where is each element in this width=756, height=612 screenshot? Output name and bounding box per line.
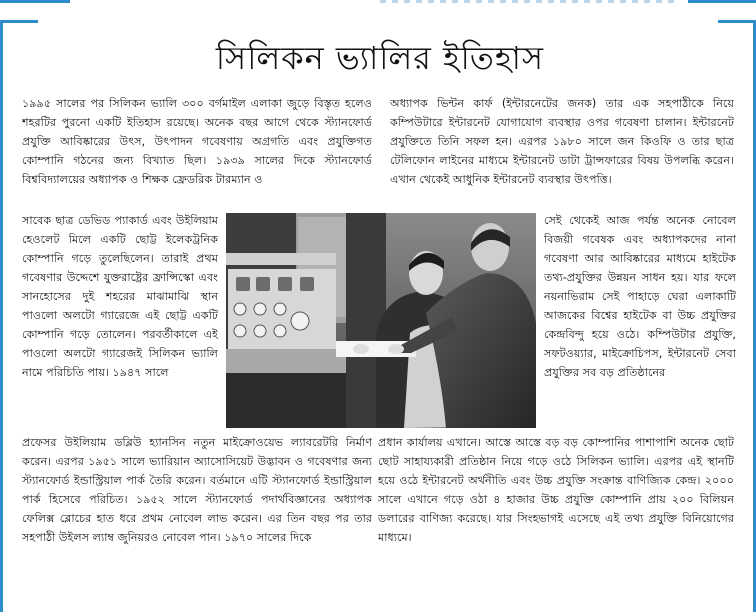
left-bottom-paragraph: প্রফেসর উইলিয়াম ডব্লিউ হ্যানসিন নতুন মাইক্রোওয়েভ ল্যাবরেটরি নির্মাণ করেন। এরপর ১৯৫১ সালে ভ্যারিয়ান অ্যাসোসিয়েট উদ্ভাবন ও গবেষণার জন্য স্ট্যানফোর্ড ইন্ডাস্ট্রিয়াল পার্ক তৈরি করেন। বর্তমানে এটি স্ট্যানফোর্ড ইন্ডাস্ট্রিয়াল পার্ক হিসেবে পরিচিত। ১৯৫২ সালে স্ট্যানফোর্ড পদার্থবিজ্ঞানের অধ্যাপক ফেলিক্স ব্লোচের হাত ধরে প্রথম নোবেল লাভ করেন। এর তিন বছর পর তার সহপাঠী উইলস ল্যাম্ব জুনিয়রও নোবেল পান। ১৯৭০ সালের দিকে xyxy=(22,436,372,544)
right-column-top-text xyxy=(390,94,734,210)
right-top-paragraph: অধ্যাপক ভিন্টন কার্ফ (ইন্টারনেটের জনক) তার এক সহপাঠীকে নিয়ে কম্পিউটারে ইন্টারনেট যোগাযোগ ব্যবস্থার ওপর গবেষণা চালান। ইন্টারনেট প্রযুক্তিতে তিনি সফল হন। এরপর ১৯৮০ সালে জন কিওফি ও তার ছাত্র টেলিফোন লাইনের মাধ্যমে ইন্টারনেট ডাটা ট্রান্সফারের বিষয় উপলব্ধি করেন। এখান থেকেই আধুনিক ইন্টারনেট ব্যবস্থার উৎপত্তি। xyxy=(390,97,734,186)
article-title: সিলিকন ভ্যালির ইতিহাস xyxy=(215,39,545,77)
frame-left-corner xyxy=(0,20,38,23)
historic-lab-photo xyxy=(226,213,536,428)
left-column-wrap-text xyxy=(22,211,218,439)
right-bottom-paragraph: প্রধান কার্যালয় এখানে। আস্তে আস্তে বড় বড় কোম্পানির পাশাপাশি অনেক ছোট ছোট সাহায্যকারী প্রতিষ্ঠান নিয়ে গড়ে ওঠে সিলিকন ভ্যালি। এরপর এই স্থানটি হয়ে ওঠে ইন্টারনেট অর্থনীতি এবং উচ্চ প্রযুক্তি সংক্রান্ত বাণিজ্যিক কেন্দ্র। ২০০০ সালে এখানে গড়ে ওঠা ৪ হাজার উচ্চ প্রযুক্তি কোম্পানি প্রায় ২০০ বিলিয়ন ডলারের বাণিজ্য করেছে। যার সিংহভাগই এসেছে এই তথ্য প্রযুক্তি বিনিয়োগের মাধ্যমে। xyxy=(378,436,734,544)
left-wrap-paragraph: সাবেক ছাত্র ডেভিড প্যাকার্ড এবং উইলিয়াম হেওলেট মিলে একটি ছোট্ট ইলেকট্রনিক কোম্পানি গড়ে তুলেছিলেন। তারাই প্রথম গবেষণার উদ্দেশে যুক্তরাষ্ট্রের ফ্রান্সিস্কো এবং সানহোসের দুই শহরের মাঝামাঝি স্থান পাওলো অলটো গ্যারেজে এই ছোট্ট একটি কোম্পানি গড়ে তোলেন। পরবর্তীকালে এই পাওলো অলটো গ্যারেজই সিলিকন ভ্যালি নামে পরিচিতি পায়। ১৯৪৭ সালে xyxy=(22,214,218,379)
right-wrap-paragraph: সেই থেকেই আজ পর্যন্ত অনেক নোবেল বিজয়ী গবেষক এবং অধ্যাপকদের নানা গবেষণা আর আবিষ্কারের মাধ্যমে হাইটেক তথ্য-প্রযুক্তির উন্নয়ন সাধন হয়। যার ফলে নয়নাভিরাম সেই পাহাড়ে ঘেরা এলাকাটি আজকের বিশ্বের হাইটেক বা উচ্চ প্রযুক্তির কেন্দ্রবিন্দু হয়ে ওঠে। কম্পিউটার প্রযুক্তি, সফটওয়্যার, মাইক্রোচিপস, ইন্টারনেট সেবা প্রযুক্তির সব বড় প্রতিষ্ঠানের xyxy=(544,214,736,379)
frame-right-corner xyxy=(718,20,756,23)
top-accent-ticks xyxy=(380,0,680,3)
frame-left-line xyxy=(0,20,3,612)
left-top-paragraph: ১৯৯৫ সালের পর সিলিকন ভ্যালি ৩০০ বর্গমাইল এলাকা জুড়ে বিস্তৃত হলেও শহরটির পুরনো একটি ইতিহাস রয়েছে। অনেক বছর আগে থেকে স্ট্যানফোর্ড প্রযুক্তি আবিষ্কারের উৎস, উৎপাদন গবেষণায় অগ্রগতি এবং প্রযুক্তিগত কোম্পানি গঠনের জন্য বিখ্যাত ছিল। ১৯৩৯ সালের দিকে স্ট্যানফোর্ড বিশ্ববিদ্যালয়ের অধ্যাপক ও শিক্ষক ফ্রেডরিক টারম্যান ও xyxy=(22,97,372,186)
lab-photo-illustration xyxy=(226,213,536,428)
top-accent-right xyxy=(688,0,756,3)
right-column-wrap-text xyxy=(544,211,736,439)
right-column-bottom-text xyxy=(378,433,734,593)
left-column-bottom-text xyxy=(22,433,372,593)
left-column-top-text xyxy=(22,94,372,226)
top-accent-left xyxy=(0,0,70,3)
